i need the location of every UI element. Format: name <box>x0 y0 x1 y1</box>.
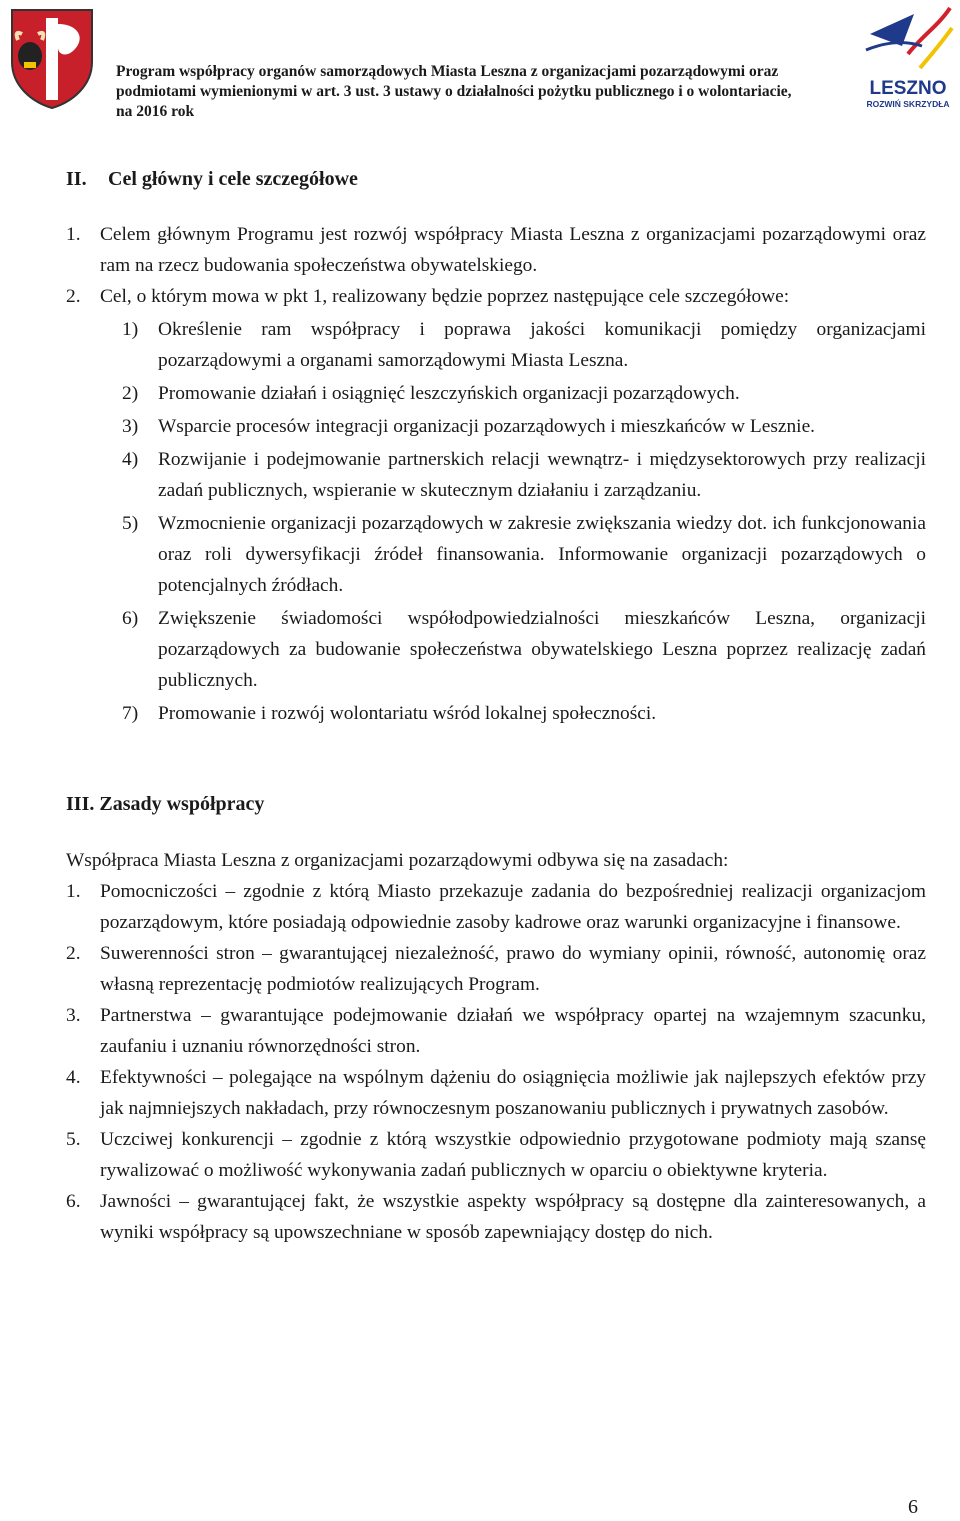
section-3-title: Zasady współpracy <box>99 793 265 815</box>
sub-list-item: 2) Promowanie działań i osiągnięć leszczyńskich organizacji pozarządowych. <box>122 383 740 404</box>
sub-list-item: 1) Określenie ram współpracy i poprawa jakości komunikacji pomiędzy organizacjami pozarządowymi a organami samorządowymi Miasta Leszna. <box>122 319 926 371</box>
sub-list-item: 4) Rozwijanie i podejmowanie partnerskich relacji wewnątrz- i międzysektorowych przy realizacji zadań publicznych, wspieranie w skutecznym działaniu i zarządzaniu. <box>122 449 926 501</box>
document-body <box>66 164 926 1248</box>
specific-goals-list <box>122 314 926 729</box>
logo-tagline: ROZWIŃ SKRZYDŁA <box>866 99 950 109</box>
list-item: 4. Efektywności – polegające na wspólnym dążeniu do osiągnięcia możliwie jak najlepszych efektów przy jak najmniejszych nakładach, przy równoczesnym poszanowaniu publicznych i prywatnych zasobów. <box>66 1067 926 1119</box>
list-item: 3. Partnerstwa – gwarantujące podejmowanie działań we współpracy opartej na wzajemnym szacunku, zaufaniu i uznaniu równorzędności stron. <box>66 1005 926 1057</box>
list-item: 5. Uczciwej konkurencji – zgodnie z którą wszystkie odpowiednio przygotowane podmioty mają szansę rywalizować o możliwość wykonywania zadań publicznych w oparciu o obiektywne kryteria. <box>66 1129 926 1181</box>
page-number: 6 <box>908 1496 918 1518</box>
list-item: 6. Jawności – gwarantującej fakt, że wszystkie aspekty współpracy są dostępne dla zainteresowanych, a wyniki współpracy są upowszechniane w sposób zapewniający dostęp do nich. <box>66 1191 926 1243</box>
page-header <box>0 0 960 125</box>
sub-list-item: 5) Wzmocnienie organizacji pozarządowych w zakresie zwiększania wiedzy dot. ich funkcjonowania oraz roli dywersyfikacji źródeł finansowania. Informowanie organizacji pozarządowych o potencjalnych źródłach. <box>122 513 926 596</box>
sub-list-item: 6) Zwiększenie świadomości współodpowiedzialności mieszkańców Leszna, organizacji pozarządowych za budowanie społeczeństwa obywatelskiego Leszna poprzez realizację zadań publicznych. <box>122 608 926 691</box>
section-2-heading <box>66 164 926 195</box>
section-2-number: II. <box>66 168 87 190</box>
section-3-heading <box>66 789 926 820</box>
header-line-2: podmiotami wymienionymi w art. 3 ust. 3 ustawy o działalności pożytku publicznego i o wolontariacie, <box>116 83 792 100</box>
sub-list-item: 3) Wsparcie procesów integracji organizacji pozarządowych i mieszkańców w Lesznie. <box>122 416 816 437</box>
section-2-title: Cel główny i cele szczegółowe <box>108 168 358 190</box>
header-line-1: Program współpracy organów samorządowych Miasta Leszna z organizacjami pozarządowymi oraz <box>116 63 779 80</box>
list-item: 1. Celem głównym Programu jest rozwój współpracy Miasta Leszna z organizacjami pozarządowymi oraz ram na rzecz budowania społeczeństwa obywatelskiego. <box>66 224 926 276</box>
list-item: 1. Pomocniczości – zgodnie z którą Miasto przekazuje zadania do bezpośredniej realizacji organizacjom pozarządowym, które posiadają odpowiednie zasoby kadrowe oraz warunki organizacyjne i finansowe. <box>66 881 926 933</box>
leszno-coat-of-arms-icon <box>6 4 98 110</box>
header-line-3: na 2016 rok <box>116 103 195 120</box>
logo-name: LESZNO <box>869 78 947 99</box>
header-text <box>116 62 856 122</box>
section-3-number: III. <box>66 793 95 815</box>
leszno-logo <box>862 6 956 112</box>
list-item: 2. Suwerenności stron – gwarantującej niezależność, prawo do wymiany opinii, równość, autonomię oraz własną reprezentację podmiotów realizujących Program. <box>66 943 926 995</box>
sub-list-item: 7) Promowanie i rozwój wolontariatu wśród lokalnej społeczności. <box>122 703 657 724</box>
section-3-intro: Współpraca Miasta Leszna z organizacjami pozarządowymi odbywa się na zasadach: <box>66 850 729 871</box>
list-item: 2. Cel, o którym mowa w pkt 1, realizowany będzie poprzez następujące cele szczegółowe: <box>66 286 790 307</box>
